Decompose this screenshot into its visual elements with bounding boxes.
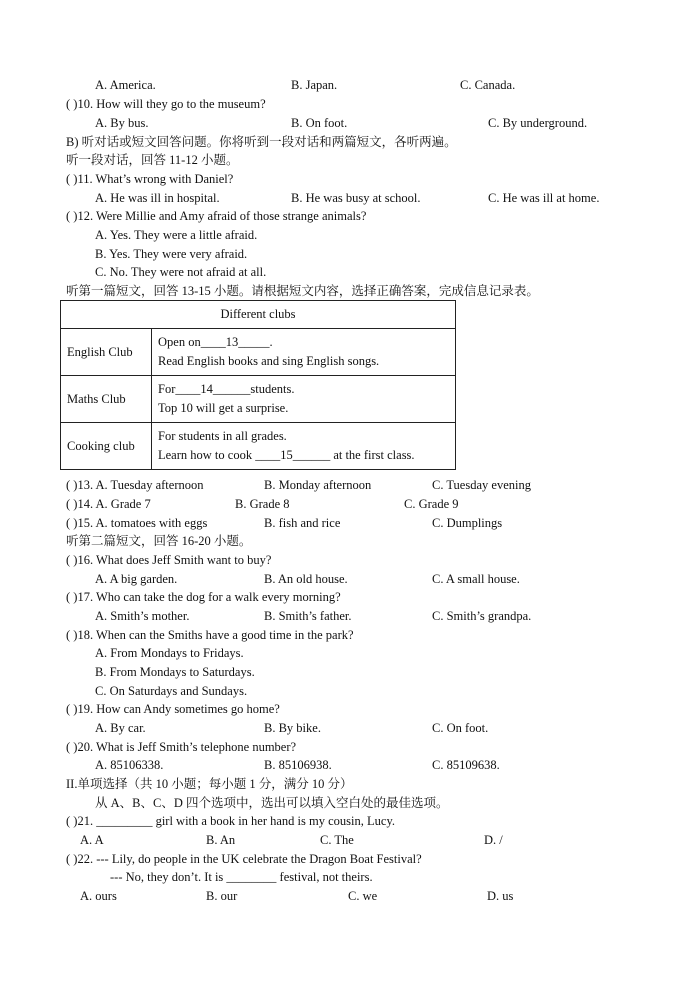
line-text: ( )22. --- Lily, do people in the UK celebrate the Dragon Boat Festival? <box>66 852 422 866</box>
club-info <box>152 376 456 423</box>
option-text: B. Smith’s father. <box>264 609 352 623</box>
option-text: B. Monday afternoon <box>264 478 372 492</box>
option-text: C. 85109638. <box>432 758 500 772</box>
line-text: ( )10. How will they go to the museum? <box>66 97 266 111</box>
club-info-line: Read English books and sing English songs. <box>158 354 380 368</box>
option-text: C. Smith’s grandpa. <box>432 609 532 623</box>
option-text: D. us <box>487 889 514 903</box>
line-text: A. Smith’s mother. <box>95 609 190 623</box>
option-text: B. our <box>206 889 238 903</box>
option-text: C. He was ill at home. <box>488 191 600 205</box>
option-text: D. / <box>484 833 503 847</box>
line-text: C. No. They were not afraid at all. <box>95 265 267 279</box>
club-name: Cooking club <box>61 423 152 470</box>
option-text: C. Grade 9 <box>404 497 459 511</box>
line-text: B) 听对话或短文回答问题。你将听到一段对话和两篇短文，各听两遍。 <box>66 135 457 149</box>
line-text: A. He was ill in hospital. <box>95 191 220 205</box>
line-text: A. America. <box>95 78 156 92</box>
option-text: C. we <box>348 889 378 903</box>
club-info-line: Top 10 will get a surprise. <box>158 401 289 415</box>
table-title: Different clubs <box>61 301 456 329</box>
line-text: A. Yes. They were a little afraid. <box>95 228 258 242</box>
line-text: 听一段对话，回答 11-12 小题。 <box>66 153 239 167</box>
club-name: Maths Club <box>61 376 152 423</box>
line-text: B. From Mondays to Saturdays. <box>95 665 255 679</box>
line-text: A. A big garden. <box>95 572 178 586</box>
option-text: B. On foot. <box>291 116 348 130</box>
line-text: ( )15. A. tomatoes with eggs <box>66 516 208 530</box>
line-text: --- No, they don’t. It is ________ festival, not theirs. <box>110 870 373 884</box>
line-text: A. 85106338. <box>95 758 164 772</box>
option-text: C. By underground. <box>488 116 588 130</box>
line-text: ( )21. _________ girl with a book in her hand is my cousin, Lucy. <box>66 814 396 828</box>
club-info <box>152 329 456 376</box>
option-text: B. He was busy at school. <box>291 191 421 205</box>
option-text: B. By bike. <box>264 721 321 735</box>
line-text: ( )18. When can the Smiths have a good time in the park? <box>66 628 354 642</box>
club-name: English Club <box>61 329 152 376</box>
line-text: ( )13. A. Tuesday afternoon <box>66 478 204 492</box>
line-text: ( )14. A. Grade 7 <box>66 497 151 511</box>
line-text: 听第二篇短文，回答 16-20 小题。 <box>66 534 252 548</box>
option-text: C. The <box>320 833 354 847</box>
table-row <box>61 423 456 470</box>
table-row <box>61 376 456 423</box>
table-row <box>61 329 456 376</box>
club-info-line: For students in all grades. <box>158 429 287 443</box>
line-text: ( )20. What is Jeff Smith’s telephone number? <box>66 740 297 754</box>
line-text: ( )16. What does Jeff Smith want to buy? <box>66 553 272 567</box>
clubs-table <box>60 300 456 470</box>
line-text: ( )17. Who can take the dog for a walk every morning? <box>66 590 341 604</box>
line-text: B. Yes. They were very afraid. <box>95 247 248 261</box>
club-info-line: For____14______students. <box>158 382 295 396</box>
line-text: A. A <box>80 833 104 847</box>
option-text: C. Tuesday evening <box>432 478 531 492</box>
option-text: B. Grade 8 <box>235 497 290 511</box>
line-text: 从 A、B、C、D 四个选项中，选出可以填入空白处的最佳选项。 <box>95 796 449 810</box>
option-text: B. 85106938. <box>264 758 332 772</box>
line-text: ( )11. What’s wrong with Daniel? <box>66 172 234 186</box>
line-text: A. By bus. <box>95 116 149 130</box>
option-text: C. On foot. <box>432 721 489 735</box>
option-text: B. An old house. <box>264 572 348 586</box>
option-text: B. Japan. <box>291 78 338 92</box>
club-info-line: Open on____13_____. <box>158 335 273 349</box>
club-info <box>152 423 456 470</box>
line-text: A. ours <box>80 889 117 903</box>
club-info-line: Learn how to cook ____15______ at the first class. <box>158 448 415 462</box>
line-text: II.单项选择（共 10 小题；每小题 1 分，满分 10 分） <box>66 777 353 791</box>
option-text: B. An <box>206 833 236 847</box>
line-text: A. By car. <box>95 721 146 735</box>
option-text: C. A small house. <box>432 572 520 586</box>
line-text: ( )19. How can Andy sometimes go home? <box>66 702 280 716</box>
line-text: A. From Mondays to Fridays. <box>95 646 244 660</box>
option-text: C. Dumplings <box>432 516 503 530</box>
option-text: B. fish and rice <box>264 516 341 530</box>
option-text: C. Canada. <box>460 78 516 92</box>
line-text: 听第一篇短文，回答 13-15 小题。请根据短文内容，选择正确答案，完成信息记录表。 <box>66 284 539 298</box>
line-text: C. On Saturdays and Sundays. <box>95 684 248 698</box>
line-text: ( )12. Were Millie and Amy afraid of those strange animals? <box>66 209 367 223</box>
